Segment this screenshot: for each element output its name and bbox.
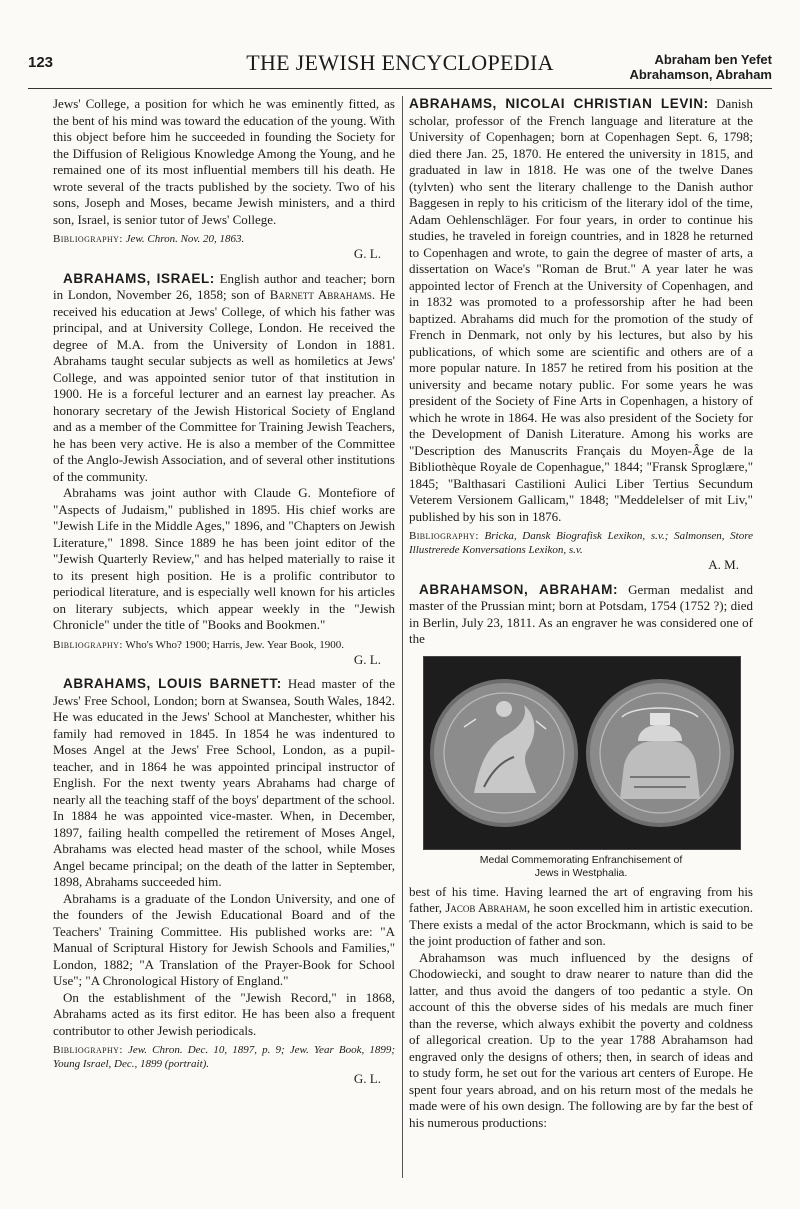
- entry-text: Danish scholar, professor of the French language and literature at the University of Copenhagen; born at Copenhagen Sept. 6, 1798; died there Jan. 25, 1870. He entered the university in 1815, and graduated in law in 1818. He was one of the twelve Danes (tylvten) who sent the literary challenge to the Danish author Baggesen in reply to his criticism of the literary idol of the time, Adam Oehlenschläger. For four years, in order to continue his studies, he traveled in foreign countries, and in 1828 he returned to Copenhagen and wrote, to gain the degree of master of arts, a dissertation on Wace's "Roman de Brut." A year later he was appointed lector of French at the University of Copenhagen, and in 1832 was promoted to a professorship after he had been baptized. Abrahams did much for the promotion of the study of French in Denmark, not only by his lectures, but also by his publications, of which some are scientific and others are of a more popular nature. In 1857 he retired from his position at the university and became notary public. For some years he was president of the Society of Fine Arts in Copenhagen, a history of which he wrote in 1864. He was also president of the Society for the Development of Danish Literature. Among his works are "Description des Manuscrits Français du Moyen-Âge de la Bibliothèque Royale de Copenhague," 1844; "Fransk Sproglære," 1845; "Balthasari Castilioni Aulici Liber Tertius Secundum Veterem Versionem Gallicam," 1848; "Meddelelser of mit Liv," published by his son in 1876.: [409, 96, 753, 524]
- entry-text: English author and teacher; born in London, November 26, 1858; son of: [53, 270, 395, 302]
- bibliography-label: Bibliography:: [53, 638, 123, 651]
- entry-headword: ABRAHAMS, NICOLAI CHRISTIAN LEVIN:: [409, 96, 709, 111]
- running-head-first: Abraham ben Yefet: [654, 52, 772, 67]
- running-head: [629, 52, 772, 82]
- bibliography: [409, 529, 753, 557]
- bibliography-text: Jew. Chron. Nov. 20, 1863.: [125, 233, 245, 245]
- bibliography: [53, 638, 395, 652]
- entry-text: German medalist and master of the Prussian mint; born at Potsdam, 1754 (1752 ?); died in Berlin, July 23, 1811. As an engraver he was considered one of the: [409, 581, 754, 646]
- entry-text: Head master of the Jews' Free School, London; born at Swansea, South Wales, 1842. He was educated in the Jews' School at Manchester, whither his family had removed in 1845. In 1854 he was indentured to Moses Angel at the Jews' Free School, London, as a pupil-teacher, and in 1864 he was appointed principal instructor of English. For the next twenty years Abrahams had charge of nearly all the teaching staff of the boys' department of the school. In 1884 he was appointed vice-master. When, in December, 1897, failing health compelled the retirement of Moses Angel, Abrahams was elected head master of the school, while Moses Angel became principal; on the death of the latter in September, 1898, Abrahams succeeded him.: [53, 676, 395, 889]
- entry-paragraph: On the establishment of the "Jewish Record," in 1868, Abrahams acted as its first editor. He has been also a frequent contributor to other Jewish periodicals.: [53, 989, 395, 1038]
- bibliography-label: Bibliography:: [53, 233, 123, 245]
- author-signature: G. L.: [353, 246, 381, 261]
- header-rule: [28, 88, 772, 89]
- right-column: [409, 96, 753, 1131]
- bibliography: [53, 1043, 395, 1071]
- cross-reference: Jacob Abraham,: [445, 900, 531, 915]
- continuation-paragraph: Jews' College, a position for which he was eminently fitted, as the bent of his mind was toward the education of the young. With this object before him he succeeded in founding the Society for the Diffusion of Religious Knowledge Among the Young, and he remained one of its most influential members till his death. He wrote several of the tracts published by the society. Two of his sons, Joseph and Moses, became Jewish ministers, and a third son, Israel, is senior tutor of Jews' College.: [53, 96, 395, 227]
- bibliography-text: Who's Who? 1900; Harris, Jew. Year Book, 1900.: [125, 638, 344, 651]
- bibliography: [53, 232, 395, 246]
- entry-abrahams-israel: [53, 271, 395, 669]
- page-number: 123: [28, 54, 54, 71]
- entry-abrahams-nicolai: [409, 96, 753, 574]
- entry-text: he soon excelled him in artistic execution. There exists a medal of the actor Brockmann, which is said to be the joint production of father and son.: [409, 900, 753, 948]
- running-head-last: Abrahamson, Abraham: [629, 67, 772, 82]
- entry-paragraph: Abrahams is a graduate of the London University, and one of the founders of the Jewish Educational Board and of the Teachers' Training Committee. His published works are: "A Manual of Scriptural History for Jewish Schools and Families," London, 1882; "A Translation of the Prayer-Book for School Use"; "A Chronological History of England.": [53, 890, 395, 988]
- author-signature: A. M.: [708, 557, 739, 572]
- entry-headword: ABRAHAMS, ISRAEL:: [63, 270, 215, 286]
- medal-illustration: [424, 657, 740, 849]
- medal-figure: [423, 656, 739, 880]
- entry-paragraph: Abrahamson was much influenced by the designs of Chodowiecki, and sought to draw nearer to nature than did the latter, and thus avoid the dangers of too pedantic a style. On account of this the obverse sides of his medals are much finer than the reverse, which always exhibit the poverty and coldness of allegorical creation. Up to the year 1788 Abrahamson had engraved only the designs of others; then, in search of ideas and to study form, he set out for the various art centers of Europe. He spent four years abroad, and on his return most of the medals he made were of his own design. The following are by far the best of his numerous productions:: [409, 949, 753, 1130]
- bibliography-label: Bibliography:: [409, 530, 479, 542]
- author-signature: G. L.: [353, 1071, 381, 1086]
- cross-reference: Barnett Abrahams.: [269, 287, 376, 302]
- page-title: THE JEWISH ENCYCLOPEDIA: [246, 50, 554, 75]
- column-divider: [402, 96, 403, 1178]
- bibliography-text: Bricka, Dansk Biografisk Lexikon, s.v.; Salmonsen, Store Illustrerede Konversations Lexikon, s.v.: [409, 530, 753, 556]
- page-header: [28, 48, 772, 82]
- entry-paragraph: [53, 676, 395, 891]
- entry-paragraph: [409, 884, 753, 950]
- bibliography-label: Bibliography:: [53, 1044, 123, 1056]
- entry-abrahams-louis: [53, 676, 395, 1088]
- figure-caption: [423, 854, 739, 880]
- author-signature: G. L.: [353, 651, 381, 667]
- figure-caption-line: Jews in Westphalia.: [534, 866, 628, 879]
- bibliography-text: Jew. Chron. Dec. 10, 1897, p. 9; Jew. Year Book, 1899; Young Israel, Dec., 1899 (portrait).: [53, 1044, 396, 1070]
- entry-paragraph: [409, 582, 753, 648]
- left-column: [53, 96, 395, 1096]
- figure-caption-line: Medal Commemorating Enfranchisement of: [479, 853, 683, 866]
- entry-headword: ABRAHAMS, LOUIS BARNETT:: [63, 676, 282, 691]
- entry-text: best of his time. Having learned the art of engraving from his father,: [409, 883, 753, 915]
- entry-headword: ABRAHAMSON, ABRAHAM:: [419, 581, 619, 597]
- entry-text: He received his education at Jews' College, of which his father was principal, and at University College, London. He received the degree of M.A. from the University of London in 1881. Abrahams taught secular subjects as well as homiletics at Jews' College, and was appointed senior tutor of that institution in 1900. He is a forceful lecturer and an earnest lay preacher. As honorary secretary of the Jewish Historical Society of England and as a member of the Committee for Training Jewish Teachers, he has been very active. He is also a member of the Committee of the Anglo-Jewish Association, and of several other institutions of the community.: [53, 287, 396, 484]
- entry-paragraph: [53, 271, 395, 486]
- medal-image-icon: [423, 656, 741, 850]
- entry-paragraph: Abrahams was joint author with Claude G. Montefiore of "Aspects of Judaism," published in 1895. His chief works are "Jewish Life in the Middle Ages," 1896, and "Chapters on Jewish Literature," 1898. Since 1889 he has been joint editor of the "Jewish Quarterly Review," and has helped materially to raise it to its present high position. He is a prolific contributor to periodical literature, and is especially well known for his articles on literary subjects, which appear weekly in the "Jewish Chronicle" under the title of "Books and Bookmen.": [53, 485, 395, 632]
- entry-paragraph: [409, 96, 753, 525]
- entry-abrahamson-abraham: [409, 582, 753, 1132]
